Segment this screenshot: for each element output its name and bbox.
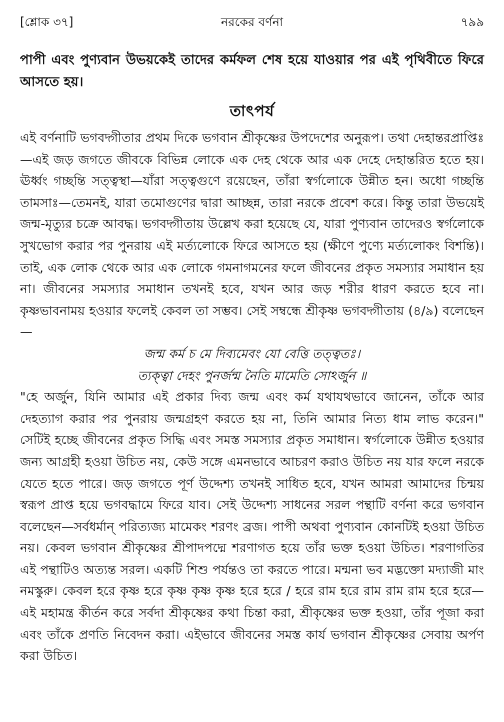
purport-heading: তাৎপর্য [229, 102, 275, 120]
page-number: ৭৯৯ [460, 15, 484, 29]
verse-reference: [শ্লোক ৩৭] [20, 15, 74, 29]
verse-line-1: জন্ম কর্ম চ মে দিব্যমেবং যো বেত্তি তত্ত্বতঃ। [143, 345, 361, 361]
translation-text: পাপী এবং পুণ্যবান উভয়কেই তাদের কর্মফল শেষ হয়ে যাওয়ার পর এই পৃথিবীতে ফিরে আসতে হয়। [20, 53, 484, 90]
purport-paragraph-2: "হে অর্জুন, যিনি আমার এই প্রকার দিব্য জন্ম এবং কর্ম যথাযথভাবে জানেন, তাঁকে আর দেহত্যাগ করার পর পুনরায় জন্মগ্রহণ করতে হয় না, তিনি আমার নিত্য ধাম লাভ করেন।" সেটিই হচ্ছে জীবনের প্রকৃত সিদ্ধি এবং সমস্ত সমস্যার প্রকৃত সমাধান। স্বর্গলোকে উন্নীত হওয়ার জন্য আগ্রহী হওয়া উচিত নয়, কেউ সঙ্গে এমনভাবে আচরণ করাও উচিত নয় যার ফলে নরকে যেতে হতে পারে। জড় জগতে পূর্ণ উদ্দেশ্য তখনই সাধিত হবে, যখন আমরা আমাদের চিন্ময় স্বরূপ প্রাপ্ত হয়ে ভগবদ্ধামে ফিরে যাব। সেই উদ্দেশ্য সাধনের সরল পন্থাটি বর্ণনা করে ভগবান বলেছেন—সর্বধর্মান্ পরিত্যজ্য মামেকং শরণং ব্রজ। পাপী অথবা পুণ্যবান কোনটিই হওয়া উচিত নয়। কেবল ভগবান শ্রীকৃষ্ণের শ্রীপাদপদ্মে শরণাগত হয়ে তাঁর ভক্ত হওয়া উচিত। শরণাগতির এই পন্থাটিও অত্যন্ত সরল। একটি শিশু পর্যন্তও তা করতে পারে। মন্মনা ভব মদ্ভক্তো মদ্যাজী মাং নমস্কুরু। কেবল হরে কৃষ্ণ হরে কৃষ্ণ কৃষ্ণ কৃষ্ণ হরে হরে / হরে রাম হরে রাম রাম রাম হরে হরে—এই মহামন্ত্র কীর্তন করে সর্বদা শ্রীকৃষ্ণের কথা চিন্তা করা, শ্রীকৃষ্ণের ভক্ত হওয়া, তাঁর পূজা করা এবং তাঁকে প্রণতি নিবেদন করা। এইভাবে জীবনের সমস্ত কার্য ভগবান শ্রীকৃষ্ণের সেবায় অর্পণ করা উচিত। [20, 389, 484, 664]
purport-paragraph-1: এই বর্ণনাটি ভগবদ্গীতার প্রথম দিকে ভগবান শ্রীকৃষ্ণের উপদেশের অনুরূপ। তথা দেহান্তরপ্রাপ্তিঃ—এই জড় জগতে জীবকে বিভিন্ন লোকে এক দেহ থেকে আর এক দেহে দেহান্তরিত হতে হয়। ঊর্ধ্বং গচ্ছন্তি সত্ত্বস্থা—যাঁরা সত্ত্বগুণে রয়েছেন, তাঁরা স্বর্গলোকে উন্নীত হন। অধো গচ্ছন্তি তামসাঃ—তেমনই, যারা তমোগুণের দ্বারা আচ্ছন্ন, তারা নরকে প্রবেশ করে। কিন্তু তারা উভয়েই জন্ম-মৃত্যুর চক্রে আবদ্ধ। ভগবদ্গীতায় উল্লেখ করা হয়েছে যে, যারা পুণ্যবান তাদেরও স্বর্গলোকে সুখভোগ করার পর পুনরায় এই মর্ত্যলোকে ফিরে আসতে হয় (ক্ষীণে পুণ্যে মর্ত্যলোকং বিশন্তি)। তাই, এক লোক থেকে আর এক লোকে গমনাগমনের ফলে জীবনের প্রকৃত সমস্যার সমাধান হয় না। জীবনের সমস্যার সমাধান তখনই হবে, যখন আর জড় শরীর ধারণ করতে হবে না। কৃষ্ণভাবনাময় হওয়ার ফলেই কেবল তা সম্ভব। সেই সম্বন্ধে শ্রীকৃষ্ণ ভগবদ্গীতায় (৪/৯) বলেছেন— [20, 130, 484, 340]
verse-line-2: ত্যক্ত্বা দেহং পুনর্জন্ম নৈতি মামেতি সোঽর্জুন ॥ [137, 367, 367, 383]
chapter-title: নরকের বর্ণনা [221, 15, 283, 29]
page-header [20, 14, 484, 36]
